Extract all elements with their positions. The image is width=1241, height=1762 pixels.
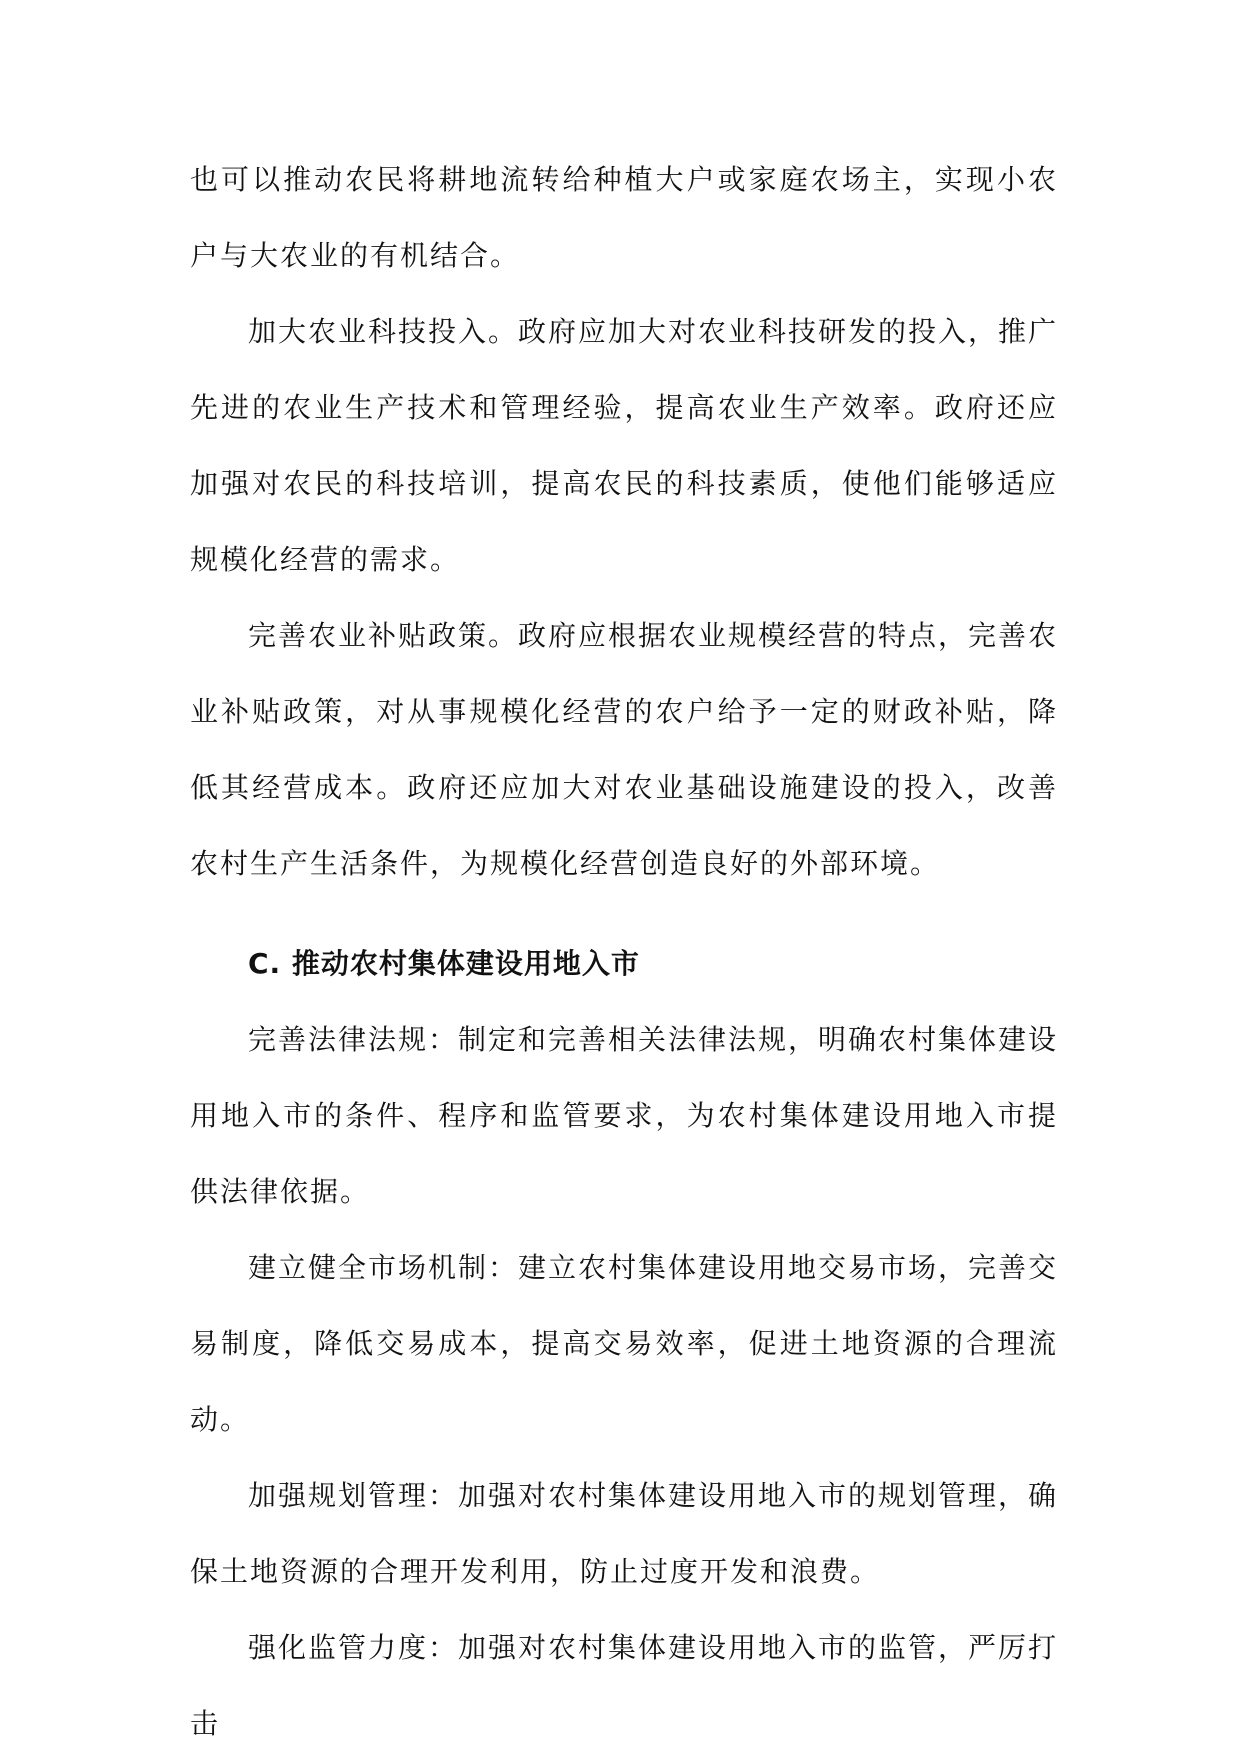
paragraph-laws: 完善法律法规：制定和完善相关法律法规，明确农村集体建设用地入市的条件、程序和监管要求，为农村集体建设用地入市提供法律依据。: [190, 1023, 1059, 1208]
section-heading: C. 推动农村集体建设用地入市: [248, 947, 640, 980]
document-body: [190, 142, 1058, 1762]
paragraph-continuation: 也可以推动农民将耕地流转给种植大户或家庭农场主，实现小农户与大农业的有机结合。: [190, 163, 1058, 272]
paragraph-supervision: 强化监管力度：加强对农村集体建设用地入市的监管，严厉打击: [190, 1631, 1059, 1740]
paragraph-market-mechanism: 建立健全市场机制：建立农村集体建设用地交易市场，完善交易制度，降低交易成本，提高交易效率，促进土地资源的合理流动。: [190, 1251, 1059, 1436]
paragraph-tech-investment: 加大农业科技投入。政府应加大对农业科技研发的投入，推广先进的农业生产技术和管理经验，提高农业生产效率。政府还应加强对农民的科技培训，提高农民的科技素质，使他们能够适应规模化经营的需求。: [190, 315, 1059, 576]
paragraph-planning: 加强规划管理：加强对农村集体建设用地入市的规划管理，确保土地资源的合理开发利用，防止过度开发和浪费。: [190, 1479, 1059, 1588]
paragraph-subsidy-policy: 完善农业补贴政策。政府应根据农业规模经营的特点，完善农业补贴政策，对从事规模化经营的农户给予一定的财政补贴，降低其经营成本。政府还应加大对农业基础设施建设的投入，改善农村生产生活条件，为规模化经营创造良好的外部环境。: [190, 619, 1059, 880]
